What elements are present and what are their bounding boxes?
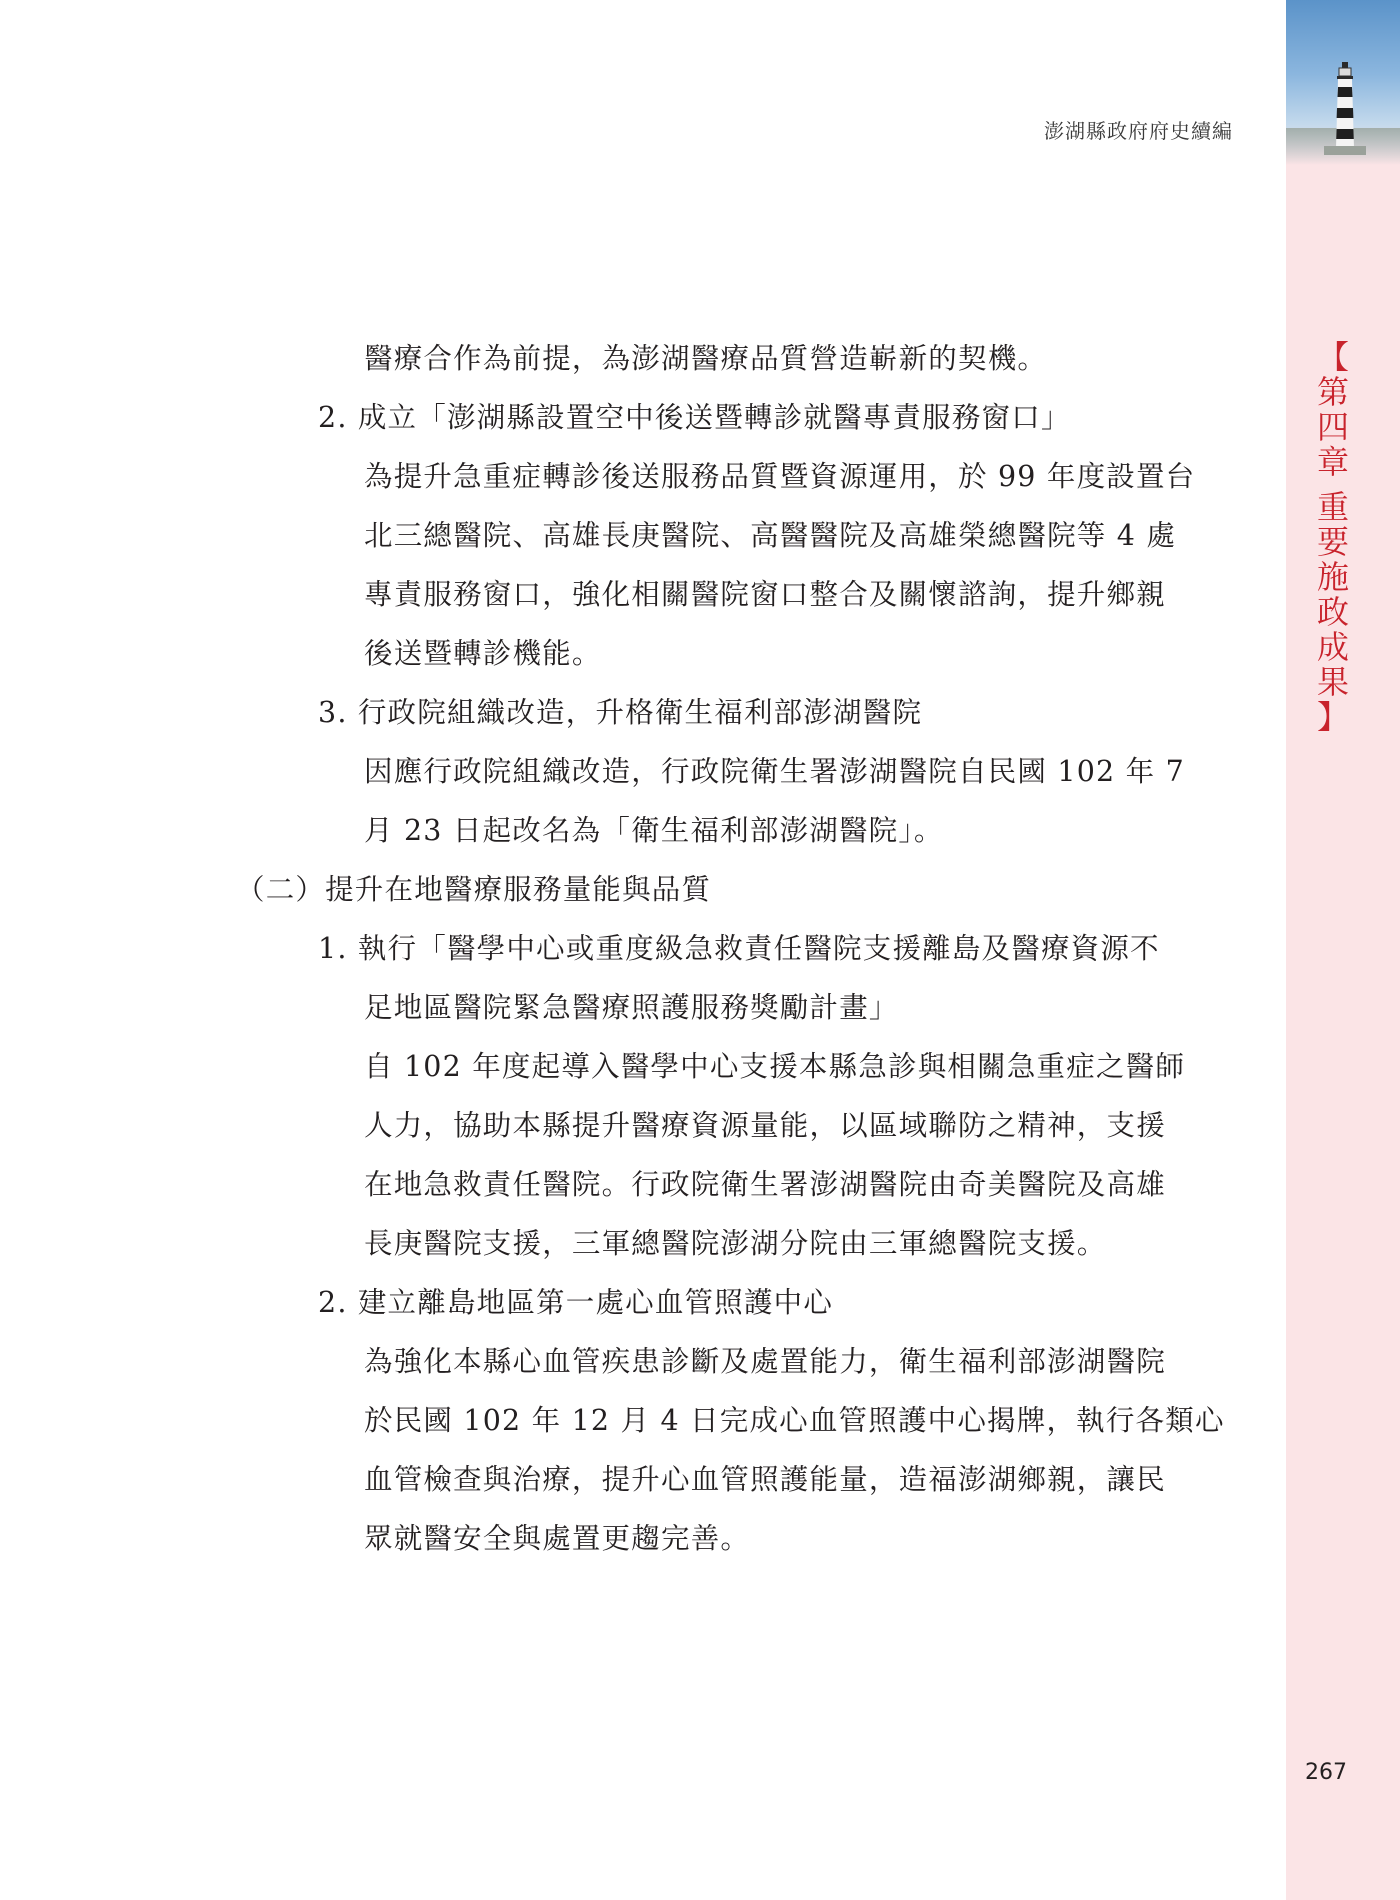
paragraph-line: 血管檢查與治療，提升心血管照護能量，造福澎湖鄉親，讓民	[364, 1463, 1166, 1496]
paragraph-line: 專責服務窗口，強化相關醫院窗口整合及關懷諮詢，提升鄉親	[364, 578, 1166, 611]
paragraph-line: 自 102 年度起導入醫學中心支援本縣急診與相關急重症之醫師	[364, 1050, 1186, 1083]
chapter-tab-char: 四	[1316, 408, 1349, 446]
chapter-tab-char: 果	[1316, 663, 1349, 701]
lighthouse-image	[1286, 0, 1400, 165]
paragraph-line: 為提升急重症轉診後送服務品質暨資源運用，於 99 年度設置台	[364, 460, 1196, 493]
item-heading: 1. 執行「醫學中心或重度級急救責任醫院支援離島及醫療資源不	[318, 932, 1160, 965]
chapter-tab-char: 【	[1316, 338, 1349, 376]
section-heading: （二）提升在地醫療服務量能與品質	[236, 873, 712, 906]
side-strip	[1286, 0, 1400, 1900]
chapter-tab-char: 重	[1316, 488, 1349, 526]
item-heading: 2. 建立離島地區第一處心血管照護中心	[318, 1286, 834, 1319]
paragraph-line: 在地急救責任醫院。行政院衛生署澎湖醫院由奇美醫院及高雄	[364, 1168, 1166, 1201]
paragraph-line: 後送暨轉診機能。	[364, 637, 602, 670]
paragraph-line: 眾就醫安全與處置更趨完善。	[364, 1522, 751, 1555]
paragraph-line: 月 23 日起改名為「衛生福利部澎湖醫院」。	[364, 814, 944, 847]
chapter-tab	[1308, 340, 1358, 735]
paragraph-line: 因應行政院組織改造，行政院衛生署澎湖醫院自民國 102 年 7	[364, 755, 1185, 788]
item-heading: 3. 行政院組織改造，升格衛生福利部澎湖醫院	[318, 696, 923, 729]
paragraph-line: 為強化本縣心血管疾患診斷及處置能力，衛生福利部澎湖醫院	[364, 1345, 1166, 1378]
chapter-tab-char: 章	[1316, 443, 1349, 481]
item-heading: 2. 成立「澎湖縣設置空中後送暨轉診就醫專責服務窗口」	[318, 401, 1071, 434]
chapter-tab-char: 第	[1316, 373, 1349, 411]
chapter-tab-char: 成	[1316, 628, 1349, 666]
chapter-tab-char: 政	[1316, 593, 1349, 631]
paragraph-line: 北三總醫院、高雄長庚醫院、高醫醫院及高雄榮總醫院等 4 處	[364, 519, 1177, 552]
running-header: 澎湖縣政府府史續編	[1044, 119, 1233, 143]
page-number: 267	[1305, 1760, 1347, 1785]
chapter-tab-char: 要	[1316, 523, 1349, 561]
lighthouse-icon	[1322, 60, 1368, 155]
paragraph-line: 人力，協助本縣提升醫療資源量能，以區域聯防之精神，支援	[364, 1109, 1166, 1142]
paragraph-line: 長庚醫院支援，三軍總醫院澎湖分院由三軍總醫院支援。	[364, 1227, 1107, 1260]
paragraph-line: 於民國 102 年 12 月 4 日完成心血管照護中心揭牌，執行各類心	[364, 1404, 1225, 1437]
paragraph-line: 醫療合作為前提，為澎湖醫療品質營造嶄新的契機。	[364, 342, 1048, 375]
chapter-tab-char: 】	[1316, 698, 1349, 736]
item-heading-continuation: 足地區醫院緊急醫療照護服務獎勵計畫」	[364, 991, 899, 1024]
chapter-tab-char: 施	[1316, 558, 1349, 596]
